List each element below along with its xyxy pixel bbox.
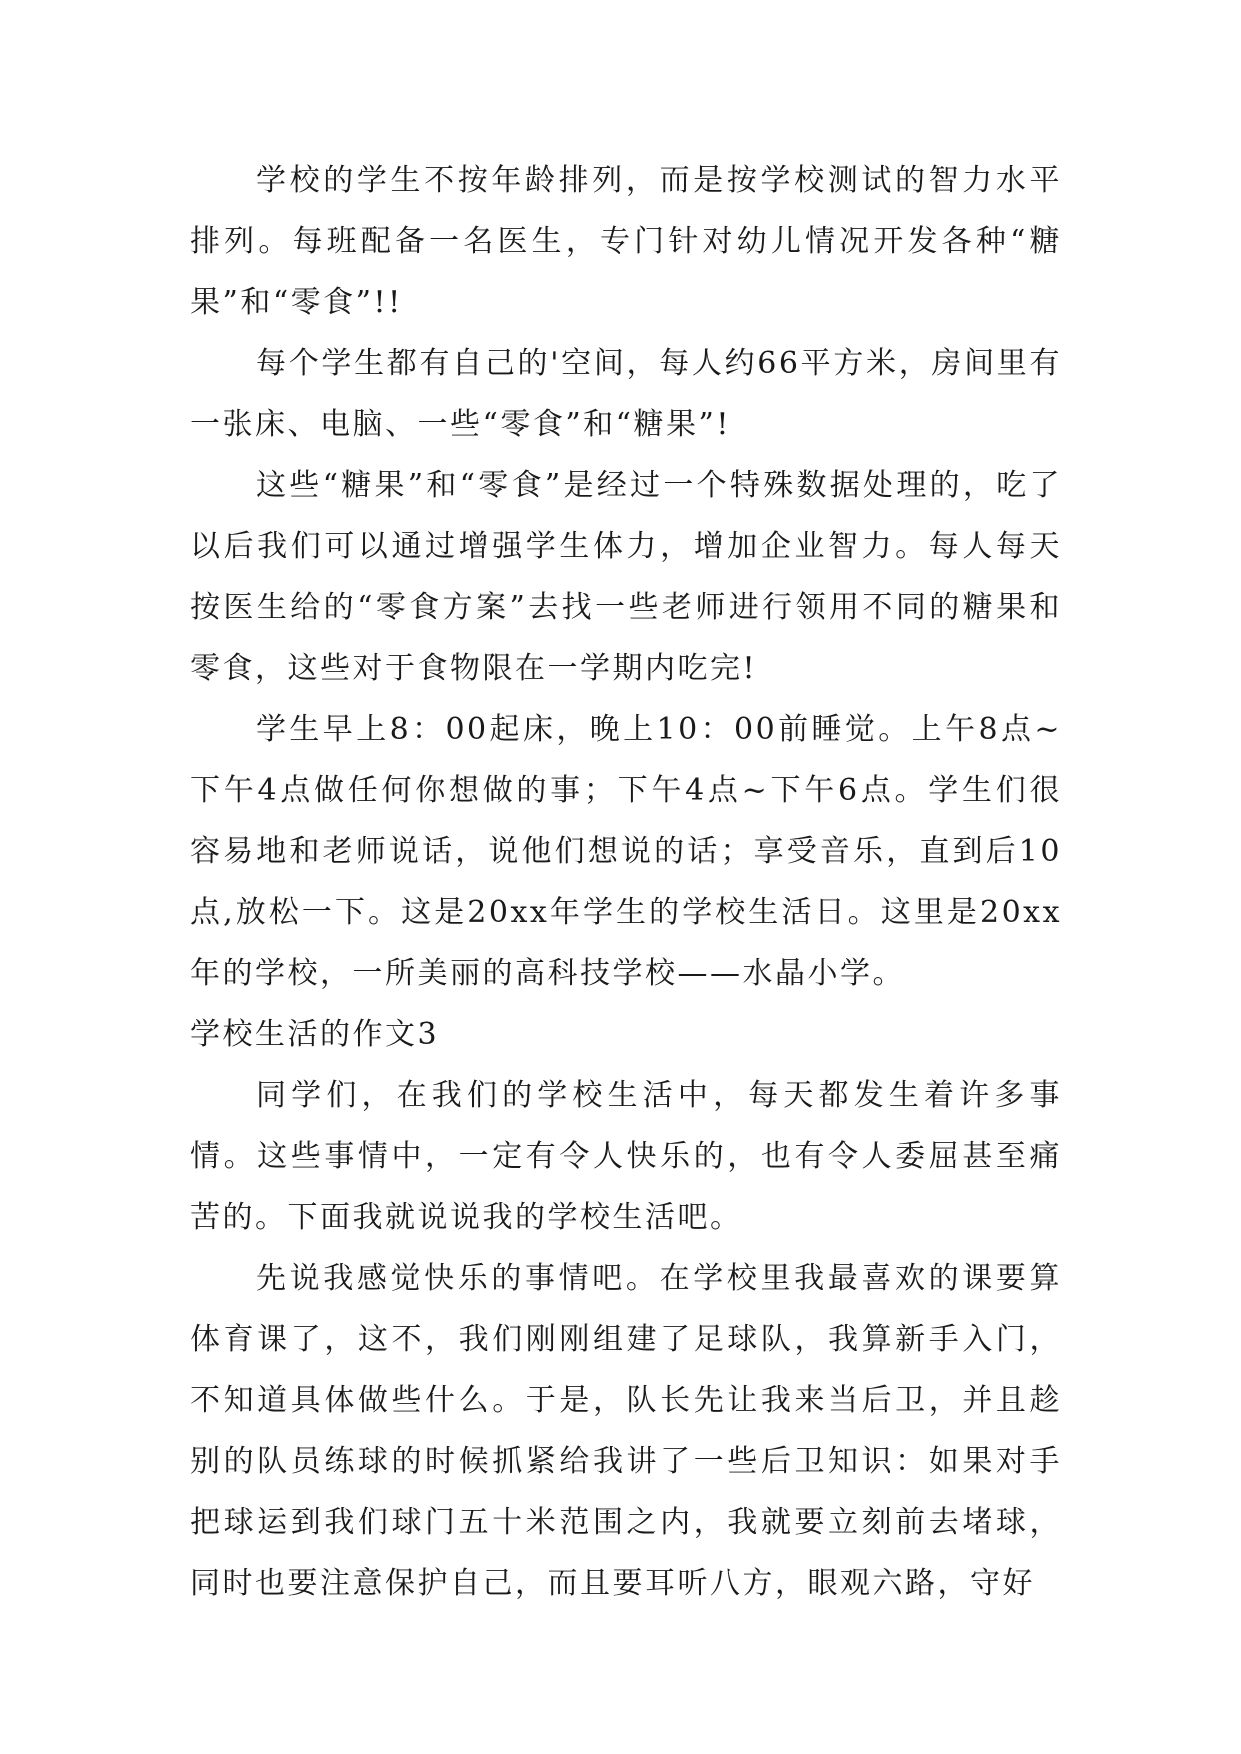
paragraph-daily-schedule: 学生早上8：00起床，晚上10：00前睡觉。上午8点~下午4点做任何你想做的事；下午4点~下午6点。学生们很容易地和老师说话，说他们想说的话；享受音乐，直到后10点,放松一下。这是20xx年学生的学校生活日。这里是20xx年的学校，一所美丽的高科技学校——水晶小学。 — [190, 712, 1062, 991]
paragraph-football-team: 先说我感觉快乐的事情吧。在学校里我最喜欢的课要算体育课了，这不，我们刚刚组建了足球队，我算新手入门，不知道具体做些什么。于是，队长先让我来当后卫，并且趁别的队员练球的时候抓紧给我讲了一些后卫知识：如果对手把球运到我们球门五十米范围之内，我就要立刻前去堵球，同时也要注意保护自己，而且要耳听八方，眼观六路，守好 — [190, 1261, 1062, 1601]
paragraph-personal-space: 每个学生都有自己的'空间，每人约66平方米，房间里有一张床、电脑、一些“零食”和“糖果”! — [190, 346, 1062, 442]
section-title: 学校生活的作文3 — [190, 1017, 440, 1052]
paragraph-candy-snacks: 这些“糖果”和“零食”是经过一个特殊数据处理的，吃了以后我们可以通过增强学生体力，增加企业智力。每人每天按医生给的“零食方案”去找一些老师进行领用不同的糖果和零食，这些对于食物限在一学期内吃完! — [190, 468, 1062, 686]
document-page — [190, 150, 1062, 1614]
paragraph-student-ranking: 学校的学生不按年龄排列，而是按学校测试的智力水平排列。每班配备一名医生，专门针对幼儿情况开发各种“糖果”和“零食”!! — [190, 163, 1062, 320]
paragraph-school-life-intro: 同学们，在我们的学校生活中，每天都发生着许多事情。这些事情中，一定有令人快乐的，也有令人委屈甚至痛苦的。下面我就说说我的学校生活吧。 — [190, 1078, 1062, 1235]
